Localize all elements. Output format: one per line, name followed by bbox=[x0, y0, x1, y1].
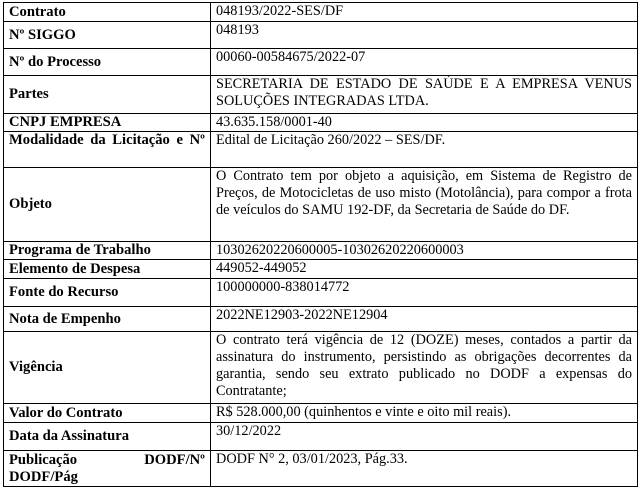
row-value: 00060-00584675/2022-07 bbox=[211, 49, 638, 76]
row-value: O Contrato tem por objeto a aquisição, em Sistema de Registro de Preços, de Motocicletas de uso misto (Motolância), para compor a frota de veículos do SAMU 192-DF, da Secretaria de Saúde do DF. bbox=[211, 168, 638, 242]
table-row bbox=[4, 22, 638, 49]
table-row bbox=[4, 332, 638, 404]
row-label: Nº SIGGO bbox=[4, 22, 211, 49]
row-label: Fonte do Recurso bbox=[4, 279, 211, 307]
table-row bbox=[4, 451, 638, 487]
contract-summary bbox=[3, 2, 637, 487]
row-value: 449052-449052 bbox=[211, 260, 638, 279]
row-value: 048193/2022-SES/DF bbox=[211, 3, 638, 22]
table-row bbox=[4, 76, 638, 114]
table-row bbox=[4, 3, 638, 22]
row-value: O contrato terá vigência de 12 (DOZE) meses, contados a partir da assinatura do instrumento, persistindo as obrigações decorrentes da garantia, sendo seu extrato publicado no DODF a expensas do Contratante; bbox=[211, 332, 638, 404]
table-row bbox=[4, 404, 638, 423]
row-label: Contrato bbox=[4, 3, 211, 22]
table-row bbox=[4, 279, 638, 307]
row-value: 10302620220600005-10302620220600003 bbox=[211, 242, 638, 260]
contract-table bbox=[3, 2, 638, 487]
row-label: Vigência bbox=[4, 332, 211, 404]
row-value: Edital de Licitação 260/2022 – SES/DF. bbox=[211, 132, 638, 168]
row-label: Nota de Empenho bbox=[4, 307, 211, 332]
table-row bbox=[4, 49, 638, 76]
table-row bbox=[4, 132, 638, 168]
row-label: Data da Assinatura bbox=[4, 423, 211, 451]
table-row bbox=[4, 423, 638, 451]
row-value: SECRETARIA DE ESTADO DE SAÚDE E A EMPRESA VENUS SOLUÇÕES INTEGRADAS LTDA. bbox=[211, 76, 638, 114]
row-value: 30/12/2022 bbox=[211, 423, 638, 451]
row-label: Modalidade da Licitação e Nº bbox=[4, 132, 211, 168]
table-row bbox=[4, 260, 638, 279]
row-value: 048193 bbox=[211, 22, 638, 49]
row-value: 43.635.158/0001-40 bbox=[211, 114, 638, 132]
row-value: R$ 528.000,00 (quinhentos e vinte e oito mil reais). bbox=[211, 404, 638, 423]
row-label: Elemento de Despesa bbox=[4, 260, 211, 279]
row-label: Nº do Processo bbox=[4, 49, 211, 76]
table-row bbox=[4, 114, 638, 132]
row-label: CNPJ EMPRESA bbox=[4, 114, 211, 132]
table-row bbox=[4, 242, 638, 260]
row-label: Partes bbox=[4, 76, 211, 114]
row-value: DODF N° 2, 03/01/2023, Pág.33. bbox=[211, 451, 638, 487]
row-label: Programa de Trabalho bbox=[4, 242, 211, 260]
row-label: Valor do Contrato bbox=[4, 404, 211, 423]
table-row bbox=[4, 168, 638, 242]
row-value: 100000000-838014772 bbox=[211, 279, 638, 307]
row-label: Objeto bbox=[4, 168, 211, 242]
table-row bbox=[4, 307, 638, 332]
row-label: Publicação DODF/Nº DODF/Pág bbox=[4, 451, 211, 487]
row-value: 2022NE12903-2022NE12904 bbox=[211, 307, 638, 332]
